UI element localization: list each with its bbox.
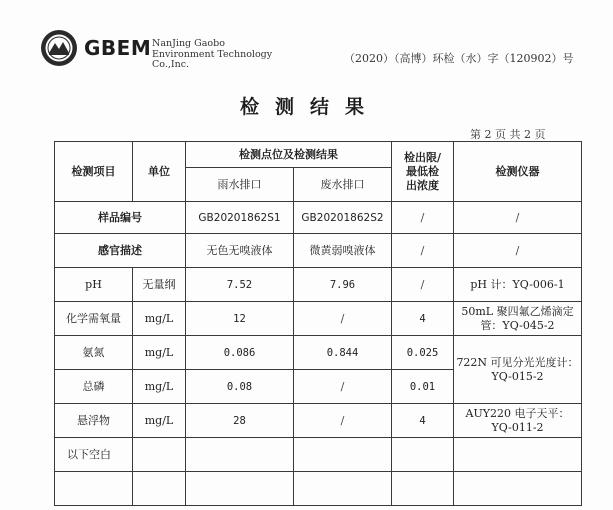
header-item: 检测项目 — [55, 142, 133, 202]
row-rain: 0.086 — [186, 336, 294, 370]
header-limit-line: 检出限/ — [403, 150, 442, 164]
empty-cell — [294, 438, 392, 472]
header-rain-outlet: 雨水排口 — [186, 168, 294, 202]
header-limit-line: 出浓度 — [406, 178, 439, 192]
row-limit: 4 — [392, 404, 454, 438]
empty-cell — [392, 438, 454, 472]
row-waste: / — [294, 370, 392, 404]
empty-cell — [294, 472, 392, 506]
page-indicator: 第 2 页 共 2 页 — [470, 128, 546, 141]
sample-rain: GB20201862S1 — [186, 202, 294, 234]
table-row — [55, 302, 582, 336]
row-item: 氨氮 — [55, 336, 133, 370]
sensory-rain: 无色无嗅液体 — [186, 234, 294, 268]
row-rain: 7.52 — [186, 268, 294, 302]
header-row — [55, 142, 582, 168]
brand-name: GBEM — [84, 36, 152, 60]
page-title: 检测结果 — [239, 96, 380, 118]
row-instrument-line: YQ-011-2 — [491, 420, 544, 434]
row-unit: mg/L — [133, 404, 186, 438]
row-item: 化学需氧量 — [55, 302, 133, 336]
empty-cell — [133, 472, 186, 506]
merged-instrument-line: YQ-015-2 — [491, 369, 544, 383]
company-name — [152, 39, 272, 71]
empty-row — [55, 472, 582, 506]
empty-cell — [186, 472, 294, 506]
gbem-logo-icon — [40, 29, 78, 67]
sample-label: 样品编号 — [55, 202, 186, 234]
row-item: 悬浮物 — [55, 404, 133, 438]
empty-cell — [454, 438, 582, 472]
row-waste: 7.96 — [294, 268, 392, 302]
row-unit: mg/L — [133, 336, 186, 370]
row-instrument-line: 50mL 聚四氟乙烯滴定 — [461, 304, 574, 318]
sensory-limit: / — [392, 234, 454, 268]
row-waste: / — [294, 404, 392, 438]
row-unit: mg/L — [133, 302, 186, 336]
merged-instrument — [454, 336, 582, 404]
row-unit: mg/L — [133, 370, 186, 404]
header-waste-outlet: 废水排口 — [294, 168, 392, 202]
sample-instrument: / — [454, 202, 582, 234]
table-row — [55, 268, 582, 302]
row-rain: 28 — [186, 404, 294, 438]
row-limit: 0.01 — [392, 370, 454, 404]
company-line: NanJing Gaobo — [152, 38, 225, 49]
sensory-waste: 微黄弱嗅液体 — [294, 234, 392, 268]
table-row — [55, 404, 582, 438]
row-instrument — [454, 404, 582, 438]
sample-row — [55, 202, 582, 234]
row-unit: 无量纲 — [133, 268, 186, 302]
header-unit: 单位 — [133, 142, 186, 202]
empty-cell — [55, 472, 133, 506]
row-limit: 4 — [392, 302, 454, 336]
blank-row — [55, 438, 582, 472]
row-item: 总磷 — [55, 370, 133, 404]
row-limit: 0.025 — [392, 336, 454, 370]
sample-waste: GB20201862S2 — [294, 202, 392, 234]
company-line: Co.,Inc. — [152, 59, 190, 70]
sensory-label: 感官描述 — [55, 234, 186, 268]
header-points-results: 检测点位及检测结果 — [186, 142, 392, 168]
document-number: （2020）（高博）环检（水）字（120902）号 — [344, 52, 574, 65]
table-row — [55, 336, 582, 370]
header-instrument: 检测仪器 — [454, 142, 582, 202]
sensory-instrument: / — [454, 234, 582, 268]
row-instrument — [454, 302, 582, 336]
row-waste: / — [294, 302, 392, 336]
header-limit-line: 最低检 — [406, 164, 439, 178]
row-item: pH — [55, 268, 133, 302]
header-limit — [392, 142, 454, 202]
empty-cell — [133, 438, 186, 472]
merged-instrument-line: 722N 可见分光光度计： — [456, 355, 579, 369]
row-instrument: pH 计：YQ-006-1 — [454, 268, 582, 302]
sample-limit: / — [392, 202, 454, 234]
row-rain: 0.08 — [186, 370, 294, 404]
row-instrument-line: AUY220 电子天平： — [465, 406, 570, 420]
sensory-row — [55, 234, 582, 268]
empty-cell — [186, 438, 294, 472]
row-rain: 12 — [186, 302, 294, 336]
empty-cell — [454, 472, 582, 506]
row-waste: 0.844 — [294, 336, 392, 370]
row-instrument-line: 管：YQ-045-2 — [480, 318, 555, 332]
results-table — [54, 141, 582, 506]
row-limit: / — [392, 268, 454, 302]
company-line: Environment Technology — [152, 48, 273, 60]
blank-label: 以下空白 — [55, 438, 133, 472]
empty-cell — [392, 472, 454, 506]
